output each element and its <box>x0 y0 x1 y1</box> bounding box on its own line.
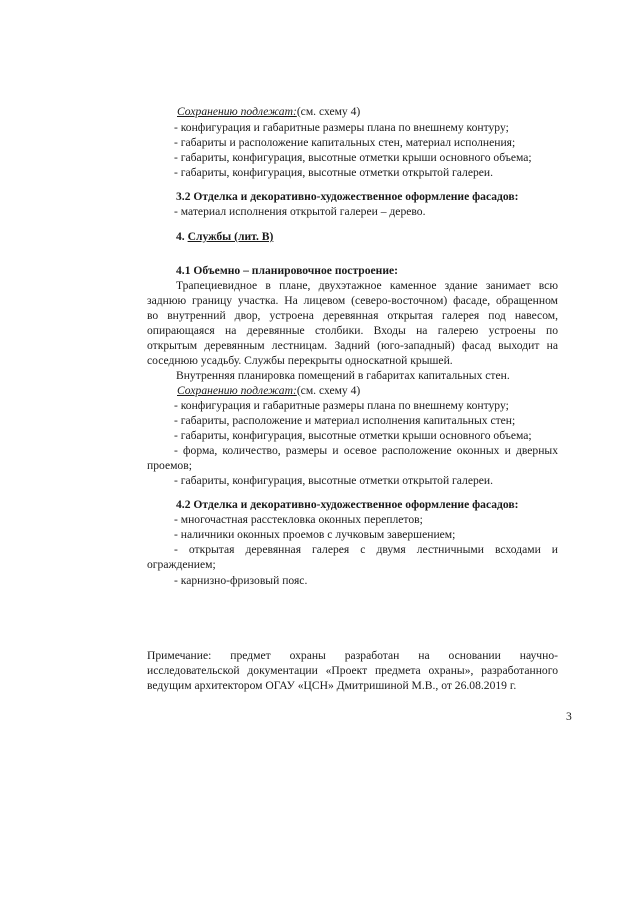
paragraph-line: заднюю границу участка. На лицевом (северо-восточном) фасаде, обращенном <box>147 294 558 307</box>
section-4-number: 4. <box>176 230 188 243</box>
list-item: - габариты, конфигурация, высотные отметки открытой галереи. <box>174 474 494 487</box>
paragraph-line: опирающаяся на деревянные столбики. Входы на галерею устроены по <box>147 324 558 337</box>
heading-4-2: 4.2 Отделка и декоративно-художественное оформление фасадов: <box>176 498 519 511</box>
list-item: - габариты, конфигурация, высотные отметки открытой галереи. <box>174 166 494 179</box>
list-item: - форма, количество, размеры и осевое расположение оконных и дверных <box>174 444 558 457</box>
list-item-continuation: проемов; <box>147 459 192 472</box>
layout-line: Внутренняя планировка помещений в габаритах капитальных стен. <box>176 369 510 382</box>
list-item: - многочастная расстекловка оконных переплетов; <box>174 513 423 526</box>
list-item: - габариты, конфигурация, высотные отметки крыши основного объема; <box>174 151 532 164</box>
note-line: ведущим архитектором ОГАУ «ЦСН» Дмитришиной М.В., от 26.08.2019 г. <box>147 679 517 692</box>
preserve-line-2 <box>177 383 360 398</box>
section-4-title: Службы (лит. В) <box>187 230 274 243</box>
list-item-continuation: ограждением; <box>147 558 216 571</box>
heading-3-2: 3.2 Отделка и декоративно-художественное оформление фасадов: <box>176 190 519 203</box>
list-item: - габариты и расположение капитальных стен, материал исполнения; <box>174 136 516 149</box>
preserve-label: Сохранению подлежат: <box>177 105 297 118</box>
list-item: - карнизно-фризовый пояс. <box>174 574 308 587</box>
list-item: - габариты, конфигурация, высотные отметки крыши основного объема; <box>174 429 532 442</box>
list-item: - наличники оконных проемов с лучковым завершением; <box>174 528 456 541</box>
list-item: - габариты, расположение и материал исполнения капитальных стен; <box>174 414 516 427</box>
note-line: исследовательской документации «Проект предмета охраны», разработанного <box>147 664 558 677</box>
list-item: - открытая деревянная галерея с двумя лестничными всходами и <box>174 543 558 556</box>
heading-4-1: 4.1 Объемно – планировочное построение: <box>176 264 399 277</box>
list-item: - конфигурация и габаритные размеры плана по внешнему контуру; <box>174 121 509 134</box>
paragraph-line: соседнюю усадьбу. Службы перекрыты односкатной крышей. <box>147 354 453 367</box>
paragraph-line: открытым деревянным лестницам. Задний (юго-западный) фасад выходит на <box>147 339 558 352</box>
list-item: - конфигурация и габаритные размеры плана по внешнему контуру; <box>174 399 509 412</box>
paragraph-line: Трапециевидное в плане, двухэтажное каменное здание занимает всю <box>176 279 558 292</box>
preserve-line-1 <box>177 104 360 119</box>
section-4-heading <box>176 229 273 244</box>
preserve-label: Сохранению подлежат: <box>177 384 297 397</box>
preserve-ref: (см. схему 4) <box>296 384 361 397</box>
list-item: - материал исполнения открытой галереи – дерево. <box>174 205 426 218</box>
preserve-ref: (см. схему 4) <box>296 105 361 118</box>
paragraph-line: во внутренний двор, устроена деревянная открытая галерея под навесом, <box>147 309 558 322</box>
page-number: 3 <box>566 710 572 723</box>
note-line: Примечание: предмет охраны разработан на основании научно- <box>147 649 558 662</box>
